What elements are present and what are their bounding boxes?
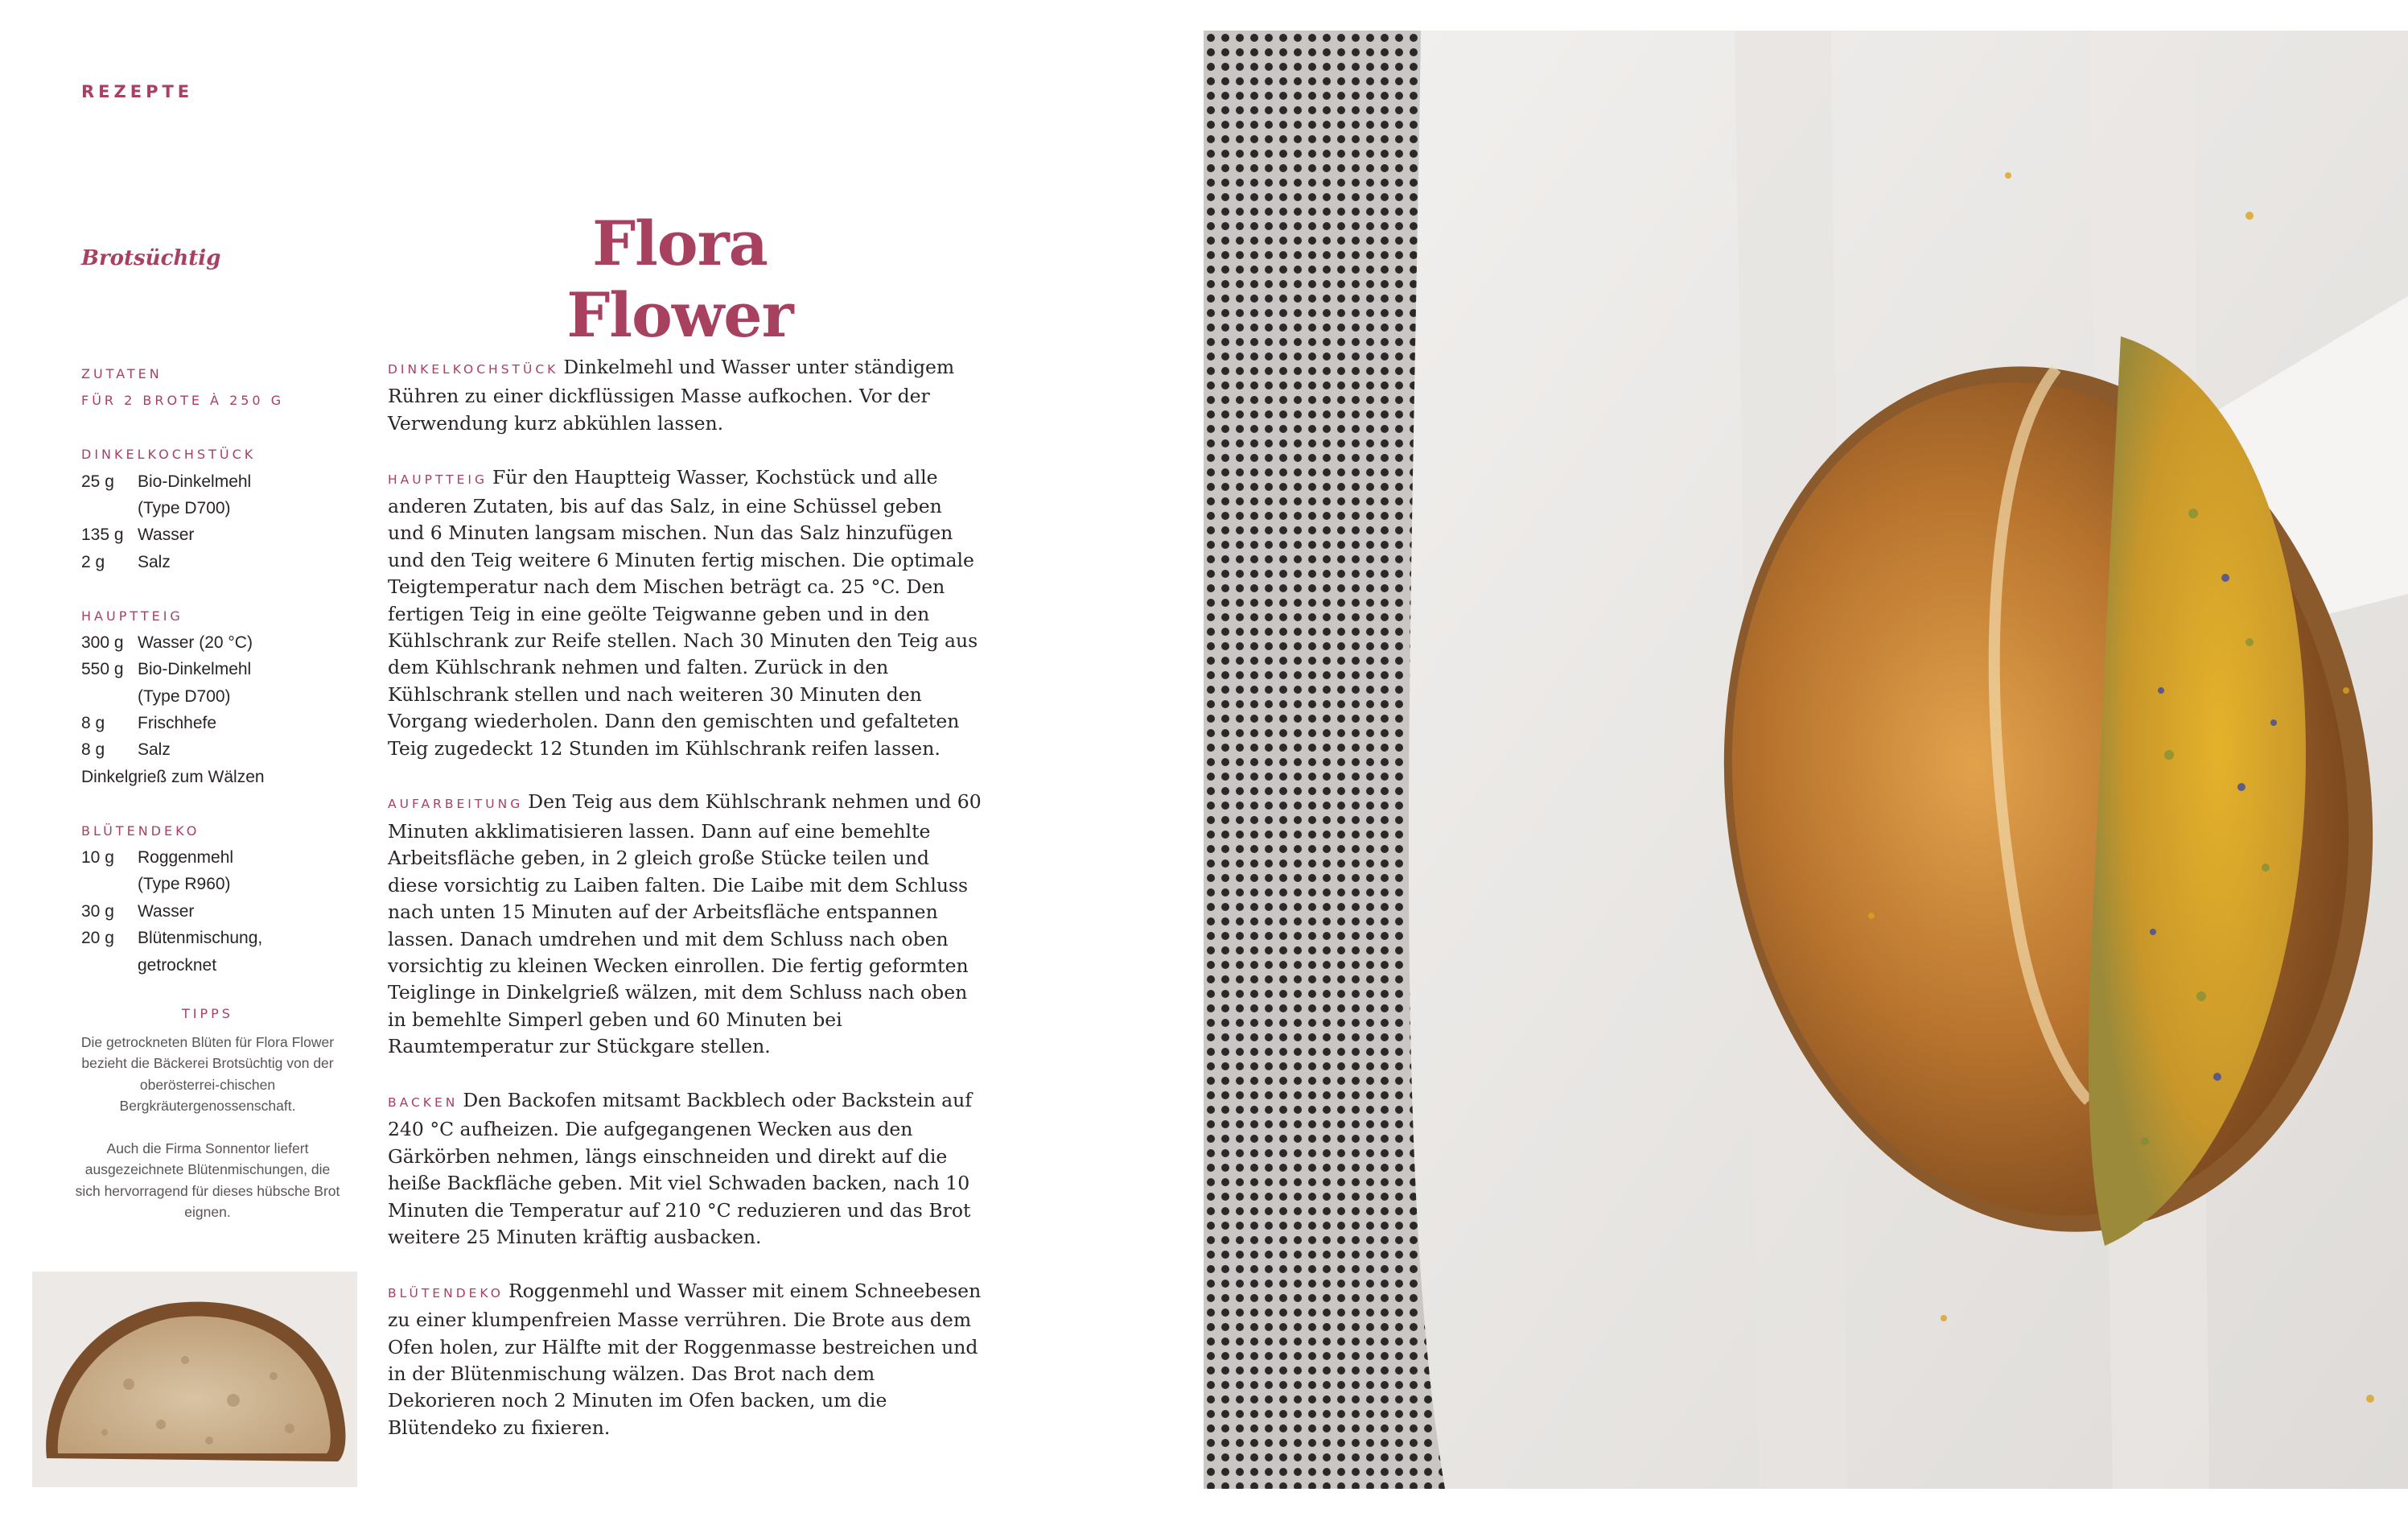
step-text: Dinkelmehl und Wasser unter ständigem Rühren zu einer dickflüssigen Masse aufkochen. Vor der Verwendung kurz abkühlen lassen. — [388, 356, 955, 435]
ingredient-row — [81, 710, 347, 736]
ingredient-amount: 10 g — [81, 848, 114, 868]
flora-flower-bread-photo — [1204, 31, 2408, 1489]
ingredient-name: Frischhefe — [138, 714, 217, 733]
tip-paragraph: Auch die Firma Sonnentor liefert ausgezeichnete Blütenmischungen, die sich hervorragend für dieses hübsche Brot eignen. — [75, 1140, 340, 1220]
ingredient-amount: 2 g — [81, 552, 105, 571]
ingredient-row — [81, 468, 347, 495]
bakery-name: Brotsüchtig — [81, 246, 221, 270]
ingredient-note: getrocknet — [138, 955, 217, 975]
ingredient-name: Bio-Dinkelmehl — [138, 660, 252, 679]
ingredient-amount: 8 g — [81, 714, 105, 733]
method-step — [388, 1278, 982, 1441]
ingredient-name: Blütenmischung, — [138, 929, 263, 948]
ingredient-name: Salz — [138, 740, 171, 760]
ingredient-amount: 135 g — [81, 526, 124, 545]
ingredient-amount: 550 g — [81, 660, 124, 679]
step-heading: HAUPTTEIG — [388, 472, 488, 487]
ingredient-amount: 25 g — [81, 472, 114, 491]
ingredient-row — [81, 898, 347, 925]
step-heading: BLÜTENDEKO — [388, 1285, 504, 1300]
ingredient-note: (Type D700) — [138, 686, 231, 706]
ingredient-amount: 8 g — [81, 740, 105, 760]
method-step — [388, 1087, 982, 1251]
bread-slice-photo — [32, 1272, 357, 1487]
group-heading: DINKELKOCHSTÜCK — [81, 447, 257, 463]
step-heading: BACKEN — [388, 1094, 459, 1110]
ingredient-row — [81, 629, 347, 656]
ingredients-heading: ZUTATEN — [81, 366, 163, 381]
ingredient-name: Wasser (20 °C) — [138, 633, 253, 652]
ingredient-row — [81, 925, 347, 951]
ingredient-name: Salz — [138, 552, 171, 571]
ingredient-note: (Type D700) — [138, 498, 231, 517]
step-text: Den Teig aus dem Kühlschrank nehmen und 60 Minuten akklimatisieren lassen. Dann auf eine bemehlte Arbeitsfläche geben, in 2 gleich große Stücke teilen und diese vorsichtig zu Laiben falten. Die Laibe mit dem Schluss nach unten 15 Minuten auf der Arbeitsfläche entspannen lassen. Danach umdrehen und mit dem Schluss nach oben vorsichtig zu kleinen Wecken einrollen. Die fertig geformten Teiglinge in Dinkelgrieß wälzen, mit dem Schluss nach oben in bemehlte Simperl geben und 60 Minuten bei Raumtemperatur zur Stückgare stellen. — [388, 790, 982, 1058]
tips-heading: TIPPS — [182, 1006, 233, 1021]
step-heading: AUFARBEITUNG — [388, 797, 524, 812]
ingredient-name: Roggenmehl — [138, 848, 234, 868]
step-text: Für den Hauptteig Wasser, Kochstück und alle anderen Zutaten, bis auf das Salz, in eine Schüssel geben und 6 Minuten langsam mischen. Nun das Salz hinzufügen und den Teig weitere 6 Minuten fertig mischen. Die optimale Teigtemperatur nach dem Mischen beträgt ca. 25 °C. Den fertigen Teig in eine geölte Teigwanne geben und in den Kühlschrank zur Reife stellen. Nach 30 Minuten den Teig aus dem Kühlschrank nehmen und falten. Zurück in den Kühlschrank stellen und nach weiteren 30 Minuten den Vorgang wiederholen. Dann den gemischten und gefalteten Teig zugedeckt 12 Stunden im Kühlschrank reifen lassen. — [388, 465, 978, 760]
group-heading: HAUPTTEIG — [81, 608, 183, 624]
section-label: REZEPTE — [81, 82, 194, 101]
ingredient-row — [81, 549, 347, 575]
ingredient-amount: 300 g — [81, 633, 124, 652]
ingredient-extra: Dinkelgrieß zum Wälzen — [81, 767, 265, 786]
recipe-title: Flora Flower — [566, 208, 793, 351]
ingredient-name: Wasser — [138, 901, 195, 921]
ingredient-amount: 30 g — [81, 901, 114, 921]
method-step — [388, 789, 982, 1060]
step-text: Den Backofen mitsamt Backblech oder Backstein auf 240 °C aufheizen. Die aufgegangenen Wecken aus den Gärkörben nehmen, längs einschneiden und direkt auf die heiße Backfläche geben. Mit viel Schwaden backen, nach 10 Minuten die Temperatur auf 210 °C reduzieren und das Brot weitere 25 Minuten kräftig ausbacken. — [388, 1088, 973, 1248]
ingredient-row — [81, 656, 347, 682]
ingredient-row — [81, 521, 347, 548]
ingredient-name: Bio-Dinkelmehl — [138, 472, 252, 491]
method-step — [388, 464, 982, 762]
ingredient-note: (Type R960) — [138, 875, 231, 894]
step-text: Roggenmehl und Wasser mit einem Schneebesen zu einer klumpenfreien Masse verrühren. Die Brote aus dem Ofen holen, zur Hälfte mit der Roggenmasse bestreichen und in der Blütenmischung wälzen. Das Brot nach dem Dekorieren noch 2 Minuten im Ofen backen, um die Blütendeko zu fixieren. — [388, 1279, 982, 1439]
group-heading: BLÜTENDEKO — [81, 822, 200, 839]
tip-paragraph: Die getrockneten Blüten für Flora Flower bezieht die Bäckerei Brotsüchtig von der oberösterrei-chischen Bergkräutergenossenschaft. — [80, 1033, 335, 1114]
ingredient-row — [81, 844, 347, 871]
yield-text: FÜR 2 BROTE À 250 G — [81, 393, 285, 409]
step-heading: DINKELKOCHSTÜCK — [388, 362, 559, 377]
method-text — [388, 354, 982, 1469]
ingredient-amount: 20 g — [81, 929, 114, 948]
ingredients-list — [81, 361, 347, 979]
method-step — [388, 354, 982, 437]
tips-box — [71, 1004, 344, 1244]
ingredient-row — [81, 736, 347, 763]
ingredient-name: Wasser — [138, 526, 195, 545]
